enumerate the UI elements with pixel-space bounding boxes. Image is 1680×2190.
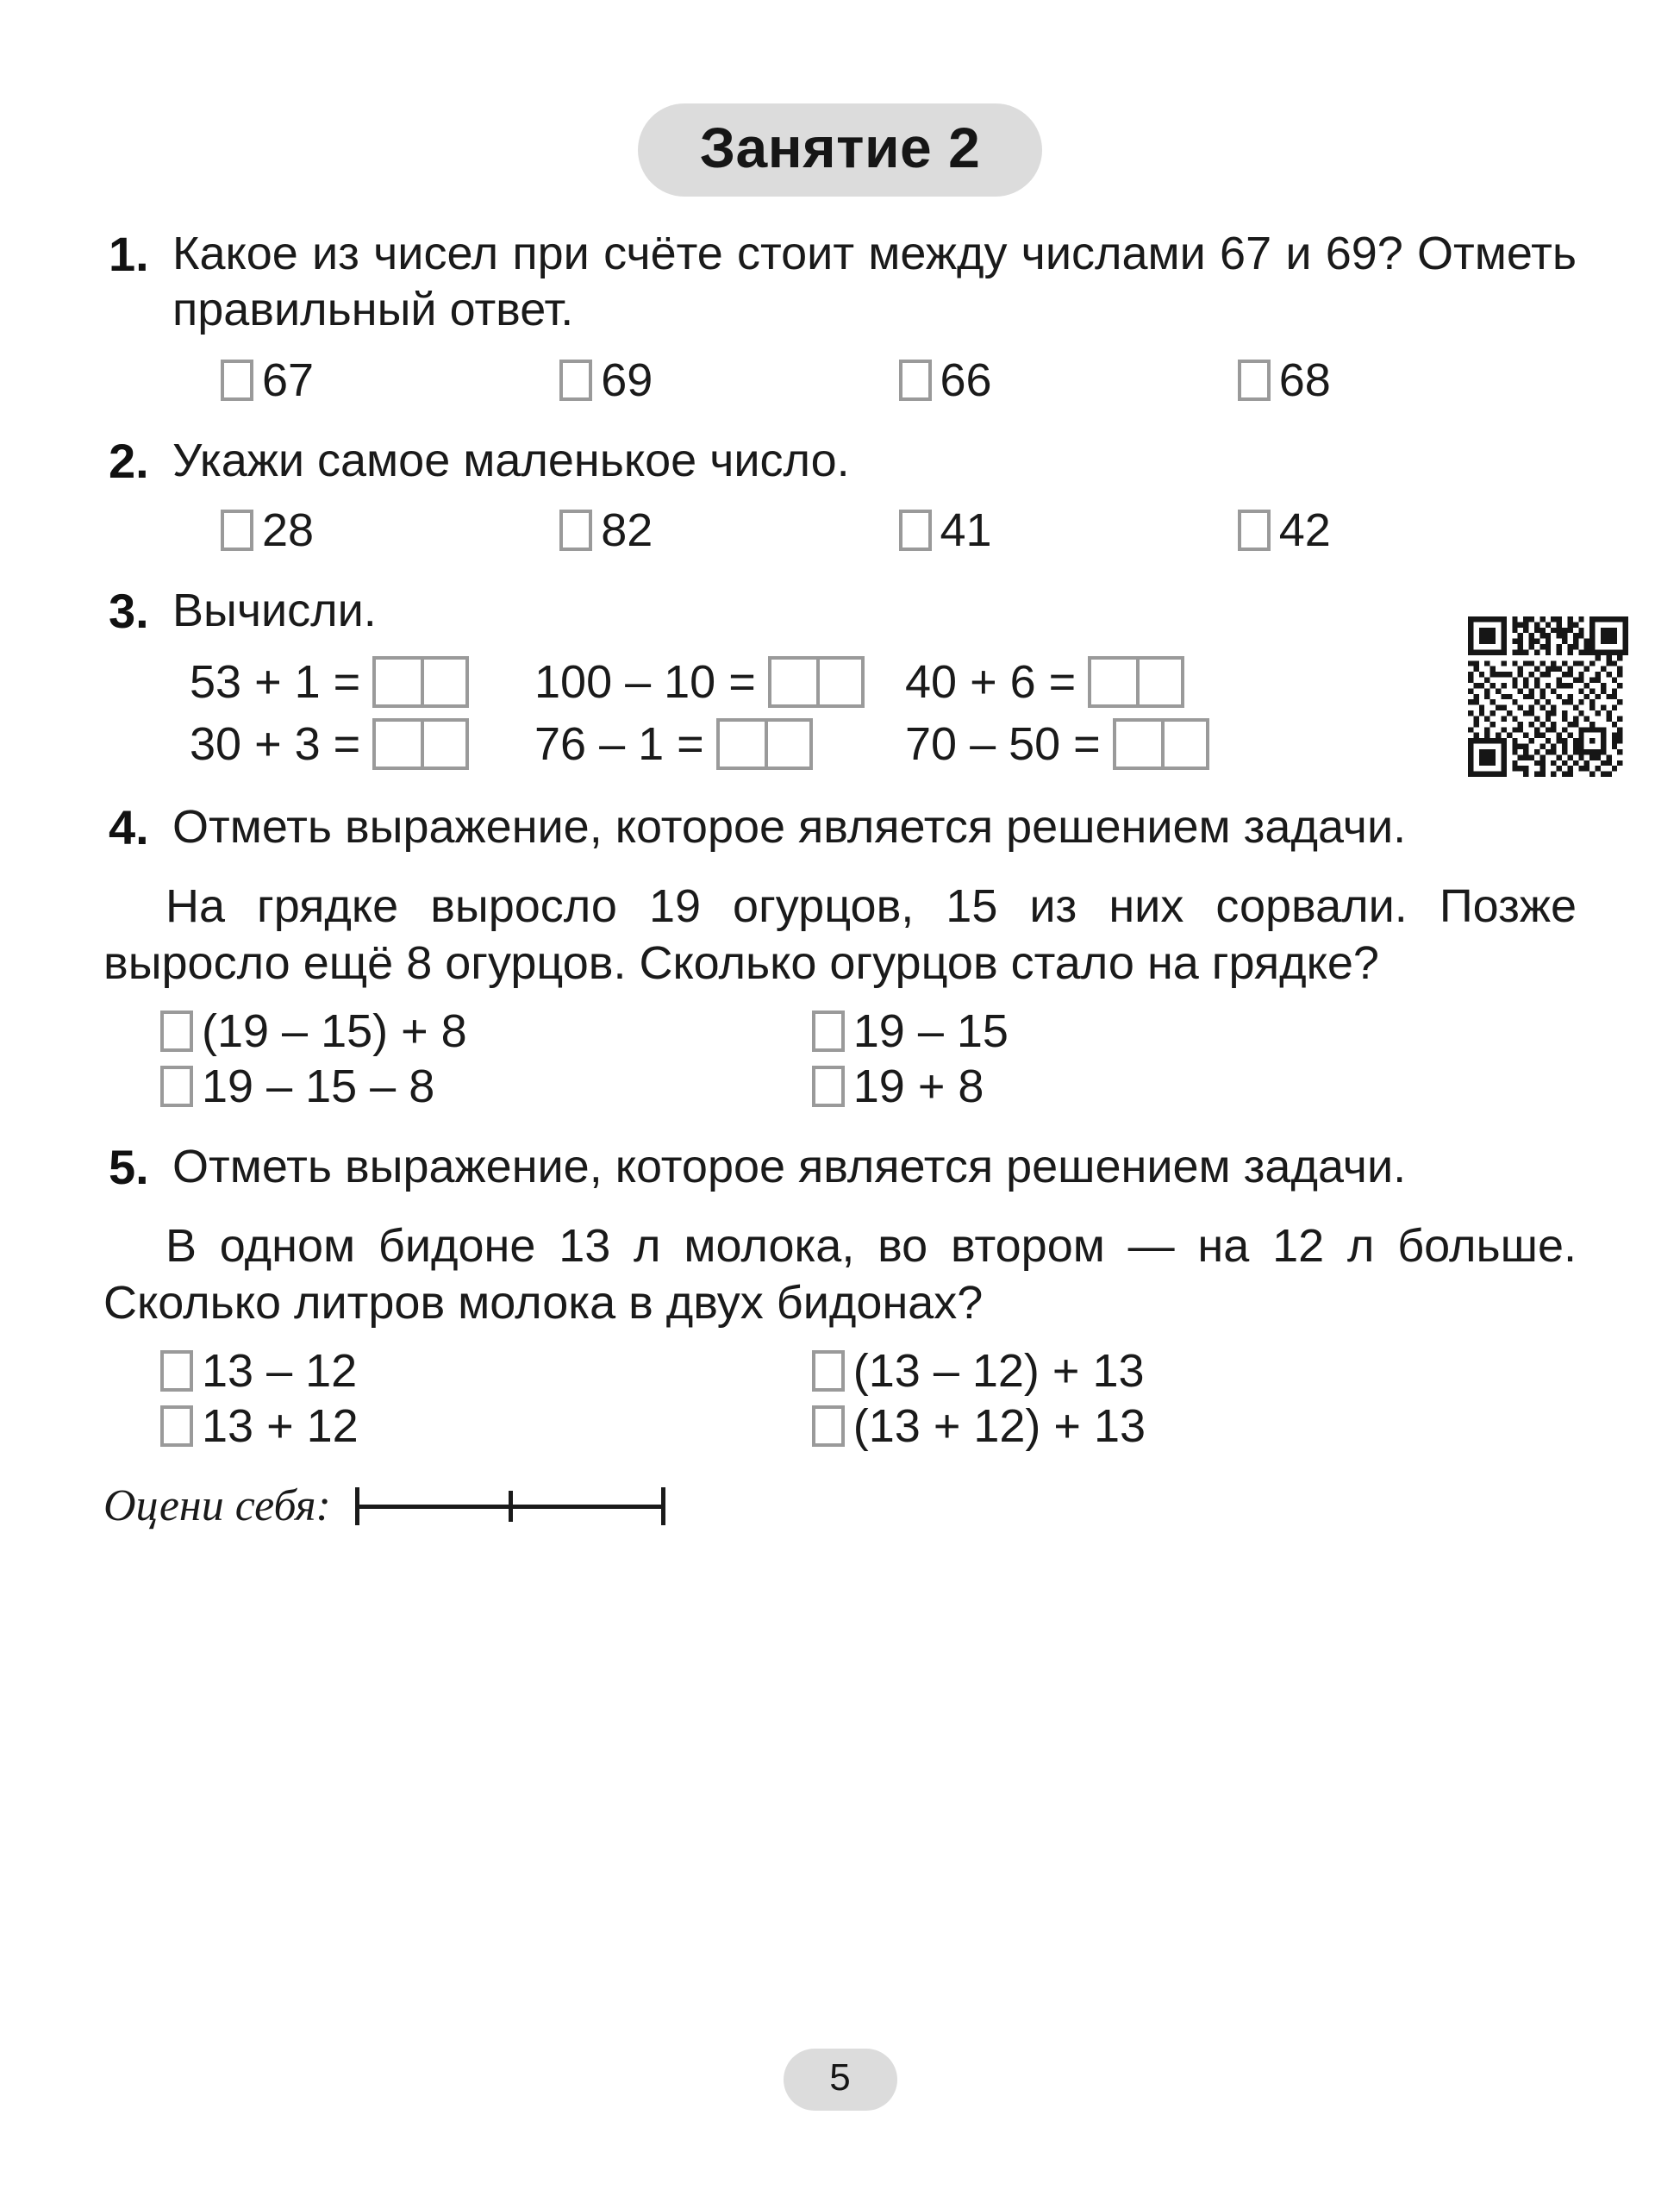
task-4-options-row-1 [103,1061,1577,1113]
checkbox-icon[interactable] [160,1066,193,1107]
checkbox-icon[interactable] [1238,360,1271,401]
task-1-option-1[interactable] [559,354,898,406]
task-5-option-label-0: 13 – 12 [202,1344,358,1397]
task-4 [103,799,1577,856]
page-title: Занятие 2 [638,103,1043,197]
task-1-number: 1. [109,227,149,281]
checkbox-icon[interactable] [559,360,592,401]
task-3-calculations [172,656,1577,770]
task-3-expr-0-0: 53 + 1 = [190,656,361,709]
task-2-option-2[interactable] [899,504,1238,557]
task-3-calc-0-0 [190,656,534,708]
task-1-option-2[interactable] [899,354,1238,406]
task-1-option-label-0: 67 [262,354,315,406]
task-4-option-2[interactable] [812,1005,1577,1058]
task-1-prompt: Какое из чисел при счёте стоит между числами 67 и 69? Отметь правильный ответ. [172,228,1577,335]
self-assessment [103,1480,1577,1532]
task-3-calc-0-1 [534,656,905,708]
task-3-expr-0-1: 100 – 10 = [534,656,756,709]
answer-box[interactable] [716,718,813,770]
task-2-option-label-1: 82 [601,504,653,557]
task-4-option-1[interactable] [160,1061,812,1113]
scale-tick-middle [509,1491,513,1522]
task-4-option-label-3: 19 + 8 [852,1061,984,1113]
checkbox-icon[interactable] [160,1405,193,1447]
task-2-option-label-3: 42 [1278,504,1331,557]
task-2-option-3[interactable] [1238,504,1577,557]
self-assessment-scale[interactable] [355,1480,665,1532]
task-2-option-0[interactable] [221,504,559,557]
qr-code-icon[interactable] [1468,616,1628,777]
checkbox-icon[interactable] [221,510,253,551]
task-1-options [172,354,1577,406]
task-3-calc-row-1 [172,718,1577,770]
page-header [103,0,1577,197]
task-1-option-0[interactable] [221,354,559,406]
task-5-option-label-1: 13 + 12 [202,1399,359,1452]
answer-box[interactable] [1113,718,1209,770]
checkbox-icon[interactable] [559,510,592,551]
checkbox-icon[interactable] [899,510,932,551]
task-2-option-label-2: 41 [940,504,992,557]
task-5 [103,1139,1577,1196]
page-number: 5 [784,2049,897,2111]
checkbox-icon[interactable] [160,1350,193,1392]
task-5-option-label-2: (13 – 12) + 13 [852,1344,1145,1397]
task-1-option-label-2: 66 [940,354,992,406]
checkbox-icon[interactable] [221,360,253,401]
self-assessment-label: Оцени себя: [103,1481,331,1531]
checkbox-icon[interactable] [812,1011,845,1052]
answer-box[interactable] [768,656,865,708]
task-5-option-label-3: (13 + 12) + 13 [852,1399,1146,1452]
task-3-number: 3. [109,584,149,639]
task-4-problem: На грядке выросло 19 огурцов, 15 из них сорвали. Позже выросло ещё 8 огурцов. Сколько огурцов стало на грядке? [103,880,1577,990]
task-3-calc-1-1 [534,718,905,770]
task-4-option-label-0: (19 – 15) + 8 [202,1005,467,1058]
page-footer [0,2049,1680,2111]
task-3-expr-1-2: 70 – 50 = [905,718,1101,771]
task-5-prompt: Отметь выражение, которое является решением задачи. [172,1141,1407,1193]
task-4-option-label-1: 19 – 15 – 8 [202,1061,435,1113]
task-2-options [172,504,1577,557]
checkbox-icon[interactable] [899,360,932,401]
task-5-option-0[interactable] [160,1344,812,1397]
checkbox-icon[interactable] [812,1066,845,1107]
task-2-number: 2. [109,433,149,488]
answer-box[interactable] [1088,656,1184,708]
task-5-options-row-0 [103,1344,1577,1397]
task-2 [103,433,1577,557]
task-3-expr-1-1: 76 – 1 = [534,718,704,771]
task-1-option-3[interactable] [1238,354,1577,406]
task-4-option-label-2: 19 – 15 [852,1005,1009,1058]
task-2-option-label-0: 28 [262,504,315,557]
answer-box[interactable] [372,656,469,708]
task-3-calc-1-0 [190,718,534,770]
task-5-problem: В одном бидоне 13 л молока, во втором — на 12 л больше. Сколько литров молока в двух бидонах? [103,1220,1577,1329]
task-1-option-label-1: 69 [601,354,653,406]
task-4-number: 4. [109,800,149,855]
task-3-expr-1-0: 30 + 3 = [190,718,361,771]
task-3-calc-1-2 [905,718,1250,770]
task-3-calc-0-2 [905,656,1250,708]
task-2-option-1[interactable] [559,504,898,557]
task-3 [103,583,1577,770]
scale-tick-left [355,1487,359,1525]
task-5-option-2[interactable] [812,1344,1577,1397]
task-3-expr-0-2: 40 + 6 = [905,656,1077,709]
task-5-option-1[interactable] [160,1399,812,1452]
task-5-number: 5. [109,1140,149,1195]
task-2-prompt: Укажи самое маленькое число. [172,434,850,486]
task-4-option-0[interactable] [160,1005,812,1058]
scale-tick-right [661,1487,665,1525]
checkbox-icon[interactable] [812,1405,845,1447]
checkbox-icon[interactable] [1238,510,1271,551]
task-3-calc-row-0 [172,656,1577,708]
task-4-options-row-0 [103,1005,1577,1058]
task-1-option-label-3: 68 [1278,354,1331,406]
answer-box[interactable] [372,718,469,770]
task-1 [103,226,1577,404]
task-5-options-row-1 [103,1399,1577,1452]
checkbox-icon[interactable] [812,1350,845,1392]
task-5-option-3[interactable] [812,1399,1577,1452]
task-4-prompt: Отметь выражение, которое является решением задачи. [172,801,1407,854]
checkbox-icon[interactable] [160,1011,193,1052]
task-4-option-3[interactable] [812,1061,1577,1113]
task-3-prompt: Вычисли. [172,585,377,637]
